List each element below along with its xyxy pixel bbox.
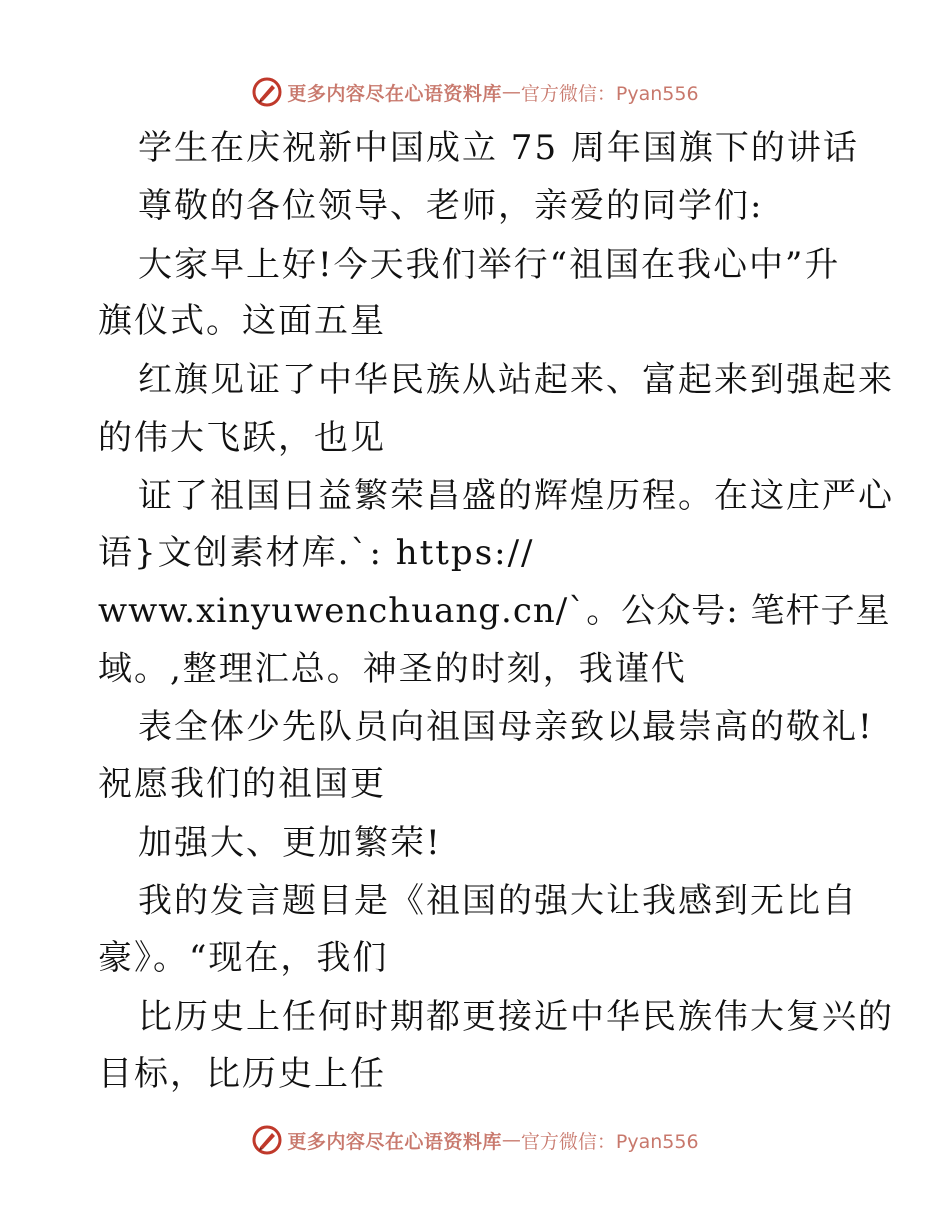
text-line: 祝愿我们的祖国更 bbox=[98, 764, 386, 804]
text-line: 表全体少先队员向祖国母亲致以最崇高的敬礼! bbox=[138, 707, 874, 747]
text-line: 目标，比历史上任 bbox=[98, 1054, 386, 1094]
text-line: 红旗见证了中华民族从站起来、富起来到强起来 bbox=[138, 360, 894, 400]
text-line: 的伟大飞跃，也见 bbox=[98, 418, 386, 458]
header-banner bbox=[0, 72, 950, 112]
title-line: 学生在庆祝新中国成立 75 周年国旗下的讲话 bbox=[138, 128, 859, 168]
text-line: 大家早上好!今天我们举行“祖国在我心中”升 bbox=[138, 245, 841, 285]
banner-wechat: 官方微信：Pyan556 bbox=[520, 1130, 699, 1153]
text-line: 域。,整理汇总。神圣的时刻，我谨代 bbox=[98, 649, 687, 689]
text-line: 语}文创素材库.`: https:// bbox=[98, 533, 535, 573]
banner-separator: — bbox=[501, 81, 521, 103]
pen-logo-icon bbox=[251, 76, 283, 108]
banner-text: 更多内容尽在心语资料库 bbox=[287, 1130, 502, 1153]
text-line: 证了祖国日益繁荣昌盛的辉煌历程。在这庄严心 bbox=[138, 476, 894, 516]
banner-separator: — bbox=[501, 1129, 521, 1151]
text-line: 旗仪式。这面五星 bbox=[98, 301, 386, 341]
banner-text: 更多内容尽在心语资料库 bbox=[287, 82, 502, 105]
text-line: 我的发言题目是《祖国的强大让我感到无比自 bbox=[138, 881, 858, 921]
footer-banner bbox=[0, 1120, 950, 1160]
text-line: 豪》。“现在，我们 bbox=[98, 938, 389, 978]
text-line: 比历史上任何时期都更接近中华民族伟大复兴的 bbox=[138, 997, 894, 1037]
text-line: 尊敬的各位领导、老师，亲爱的同学们: bbox=[138, 186, 764, 226]
pen-logo-icon bbox=[251, 1124, 283, 1156]
text-line: www.xinyuwenchuang.cn/`。公众号: 笔杆子星 bbox=[98, 591, 891, 631]
banner-wechat: 官方微信：Pyan556 bbox=[520, 82, 699, 105]
text-line: 加强大、更加繁荣! bbox=[138, 823, 442, 863]
